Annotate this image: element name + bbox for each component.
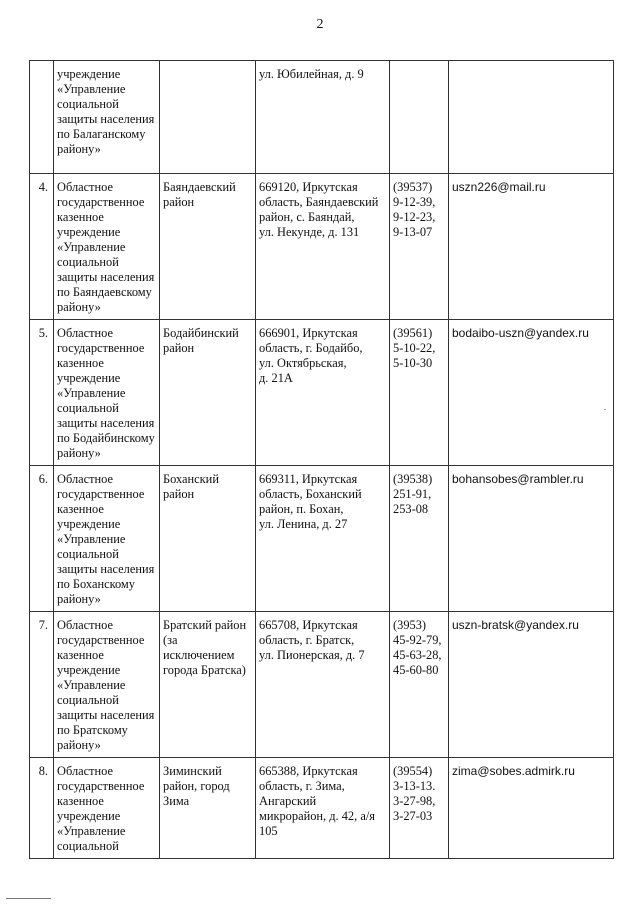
phone-line: 45-92-79, xyxy=(393,633,442,647)
email-address: uszn-bratsk@yandex.ru xyxy=(452,618,579,632)
organization-lines xyxy=(57,618,156,753)
organization-line: казенное xyxy=(57,502,104,516)
organization-line: защиты населения xyxy=(57,270,155,284)
organization-lines xyxy=(57,326,156,461)
district-lines xyxy=(163,472,252,502)
address-line: 665708, Иркутская xyxy=(259,618,358,632)
organization-line: учреждение xyxy=(57,225,121,239)
phone-line: 3-13-13. xyxy=(393,779,436,793)
table-row xyxy=(30,61,614,174)
organization-cell xyxy=(54,320,160,466)
organization-line: социальной xyxy=(57,401,119,415)
phone-line: (39561) xyxy=(393,326,433,340)
district-line: Боханский xyxy=(163,472,219,486)
phone-cell xyxy=(390,466,449,612)
district-cell xyxy=(160,320,256,466)
address-cell xyxy=(256,758,390,859)
phone-lines xyxy=(393,618,445,678)
organization-line: казенное xyxy=(57,648,104,662)
organization-line: учреждение xyxy=(57,663,121,677)
address-line: ул. Некунде, д. 131 xyxy=(259,225,360,239)
table-row xyxy=(30,320,614,466)
organization-line: учреждение xyxy=(57,371,121,385)
organization-line: казенное xyxy=(57,794,104,808)
address-line: ул. Юбилейная, д. 9 xyxy=(259,67,364,81)
organization-line: Областное xyxy=(57,180,114,194)
organization-line: Областное xyxy=(57,472,114,486)
address-cell xyxy=(256,466,390,612)
organization-line: государственное xyxy=(57,779,145,793)
district-line: район xyxy=(163,341,195,355)
address-cell xyxy=(256,320,390,466)
address-line: область, г. Бодайбо, xyxy=(259,341,363,355)
organization-line: Областное xyxy=(57,764,114,778)
organization-line: государственное xyxy=(57,487,145,501)
table-row xyxy=(30,466,614,612)
district-line: Баяндаевский xyxy=(163,180,236,194)
phone-line: 253-08 xyxy=(393,502,429,516)
address-cell xyxy=(256,174,390,320)
organization-line: социальной xyxy=(57,97,119,111)
address-line: 105 xyxy=(259,824,278,838)
organization-line: по Бодайбинскому xyxy=(57,431,155,445)
organization-line: «Управление xyxy=(57,240,126,254)
address-line: область, Боханский xyxy=(259,487,362,501)
organization-line: по Боханскому xyxy=(57,577,135,591)
table-row xyxy=(30,758,614,859)
phone-line: 5-10-22, xyxy=(393,341,436,355)
organization-line: Областное xyxy=(57,326,114,340)
district-lines xyxy=(163,764,252,809)
phone-cell xyxy=(390,61,449,174)
row-number: 6. xyxy=(38,472,48,486)
address-cell xyxy=(256,612,390,758)
row-number: 8. xyxy=(38,764,48,778)
address-lines xyxy=(259,180,386,240)
organization-line: социальной xyxy=(57,547,119,561)
row-number-cell xyxy=(30,320,54,466)
organization-line: социальной xyxy=(57,693,119,707)
phone-lines xyxy=(393,472,445,517)
phone-line: 45-63-28, xyxy=(393,648,442,662)
phone-cell xyxy=(390,758,449,859)
organization-line: «Управление xyxy=(57,824,126,838)
scan-speck xyxy=(604,409,606,410)
organization-line: району» xyxy=(57,300,101,314)
district-line: (за xyxy=(163,633,178,647)
email-cell xyxy=(449,758,614,859)
address-line: 669311, Иркутская xyxy=(259,472,358,486)
phone-line: 9-13-07 xyxy=(393,225,433,239)
organization-line: Областное xyxy=(57,618,114,632)
address-line: 669120, Иркутская xyxy=(259,180,358,194)
row-number-cell xyxy=(30,758,54,859)
organization-line: району» xyxy=(57,446,101,460)
organization-line: защиты населения xyxy=(57,562,155,576)
row-number: 4. xyxy=(38,180,48,194)
footer-line xyxy=(6,898,51,899)
district-line: район xyxy=(163,487,195,501)
email-cell xyxy=(449,174,614,320)
address-line: область, г. Братск, xyxy=(259,633,355,647)
district-line: Братский район xyxy=(163,618,247,632)
organization-cell xyxy=(54,174,160,320)
district-lines xyxy=(163,326,252,356)
address-line: область, Баяндаевский xyxy=(259,195,379,209)
row-number-cell xyxy=(30,174,54,320)
organization-line: району» xyxy=(57,738,101,752)
email-address: bohansobes@rambler.ru xyxy=(452,472,584,486)
organization-cell xyxy=(54,466,160,612)
row-number-cell xyxy=(30,466,54,612)
organization-line: по Балаганскому xyxy=(57,127,146,141)
phone-lines xyxy=(393,764,445,824)
email-address: zima@sobes.admirk.ru xyxy=(452,764,575,778)
organization-line: социальной xyxy=(57,839,119,853)
phone-lines xyxy=(393,180,445,240)
address-line: ул. Октябрьская, xyxy=(259,356,347,370)
email-cell xyxy=(449,320,614,466)
phone-line: 9-12-23, xyxy=(393,210,436,224)
organization-lines xyxy=(57,472,156,607)
organization-line: защиты населения xyxy=(57,416,155,430)
organization-cell xyxy=(54,612,160,758)
phone-line: 5-10-30 xyxy=(393,356,433,370)
address-cell xyxy=(256,61,390,174)
organization-cell xyxy=(54,758,160,859)
organization-line: государственное xyxy=(57,633,145,647)
organization-line: казенное xyxy=(57,210,104,224)
phone-line: 3-27-03 xyxy=(393,809,433,823)
table-row xyxy=(30,174,614,320)
organization-line: по Баяндаевскому xyxy=(57,285,152,299)
phone-cell xyxy=(390,612,449,758)
organization-line: учреждение xyxy=(57,809,121,823)
address-line: ул. Ленина, д. 27 xyxy=(259,517,348,531)
phone-line: (39537) xyxy=(393,180,433,194)
email-cell xyxy=(449,466,614,612)
phone-cell xyxy=(390,320,449,466)
phone-cell xyxy=(390,174,449,320)
district-cell xyxy=(160,466,256,612)
district-line: Зима xyxy=(163,794,190,808)
district-line: район xyxy=(163,195,195,209)
organization-line: по Братскому xyxy=(57,723,128,737)
phone-line: 9-12-39, xyxy=(393,195,436,209)
organization-line: защиты населения xyxy=(57,708,155,722)
organization-cell xyxy=(54,61,160,174)
district-cell xyxy=(160,758,256,859)
email-cell xyxy=(449,61,614,174)
phone-lines xyxy=(393,326,445,371)
row-number-cell xyxy=(30,61,54,174)
address-line: область, г. Зима, xyxy=(259,779,345,793)
address-line: Ангарский xyxy=(259,794,317,808)
email-address: uszn226@mail.ru xyxy=(452,180,546,194)
table-body xyxy=(30,61,614,859)
address-line: район, п. Бохан, xyxy=(259,502,344,516)
organization-line: району» xyxy=(57,142,101,156)
organization-lines xyxy=(57,764,156,854)
phone-line: (39538) xyxy=(393,472,433,486)
district-lines xyxy=(163,618,252,678)
organization-line: защиты населения xyxy=(57,112,155,126)
address-line: д. 21А xyxy=(259,371,293,385)
row-number-cell xyxy=(30,612,54,758)
district-line: города Братска) xyxy=(163,663,246,677)
organization-line: социальной xyxy=(57,255,119,269)
organization-line: «Управление xyxy=(57,82,126,96)
address-lines xyxy=(259,618,386,663)
district-lines xyxy=(163,180,252,210)
organization-line: «Управление xyxy=(57,678,126,692)
email-cell xyxy=(449,612,614,758)
address-lines xyxy=(259,472,386,532)
phone-line: 251-91, xyxy=(393,487,432,501)
email-address: bodaibo-uszn@yandex.ru xyxy=(452,326,589,340)
organization-line: учреждение xyxy=(57,517,121,531)
district-line: Бодайбинский xyxy=(163,326,239,340)
organization-lines xyxy=(57,180,156,315)
address-line: район, с. Баяндай, xyxy=(259,210,355,224)
row-number: 5. xyxy=(38,326,48,340)
address-line: 665388, Иркутская xyxy=(259,764,358,778)
organization-line: «Управление xyxy=(57,532,126,546)
district-cell xyxy=(160,612,256,758)
address-lines xyxy=(259,764,386,839)
phone-line: 3-27-98, xyxy=(393,794,436,808)
organization-line: казенное xyxy=(57,356,104,370)
organization-line: государственное xyxy=(57,341,145,355)
page-number: 2 xyxy=(316,17,324,32)
district-cell xyxy=(160,174,256,320)
row-number: 7. xyxy=(38,618,48,632)
table-row xyxy=(30,612,614,758)
phone-line: 45-60-80 xyxy=(393,663,439,677)
social-protection-offices-table xyxy=(29,60,614,859)
district-cell xyxy=(160,61,256,174)
phone-line: (3953) xyxy=(393,618,427,632)
phone-line: (39554) xyxy=(393,764,433,778)
organization-line: «Управление xyxy=(57,386,126,400)
district-line: Зиминский xyxy=(163,764,222,778)
address-lines xyxy=(259,326,386,386)
address-line: микрорайон, д. 42, а/я xyxy=(259,809,375,823)
organization-line: учреждение xyxy=(57,67,121,81)
address-line: 666901, Иркутская xyxy=(259,326,358,340)
address-line: ул. Пионерская, д. 7 xyxy=(259,648,365,662)
district-line: район, город xyxy=(163,779,230,793)
organization-line: государственное xyxy=(57,195,145,209)
organization-line: району» xyxy=(57,592,101,606)
organization-lines xyxy=(57,67,156,157)
address-lines xyxy=(259,67,386,82)
district-line: исключением xyxy=(163,648,235,662)
